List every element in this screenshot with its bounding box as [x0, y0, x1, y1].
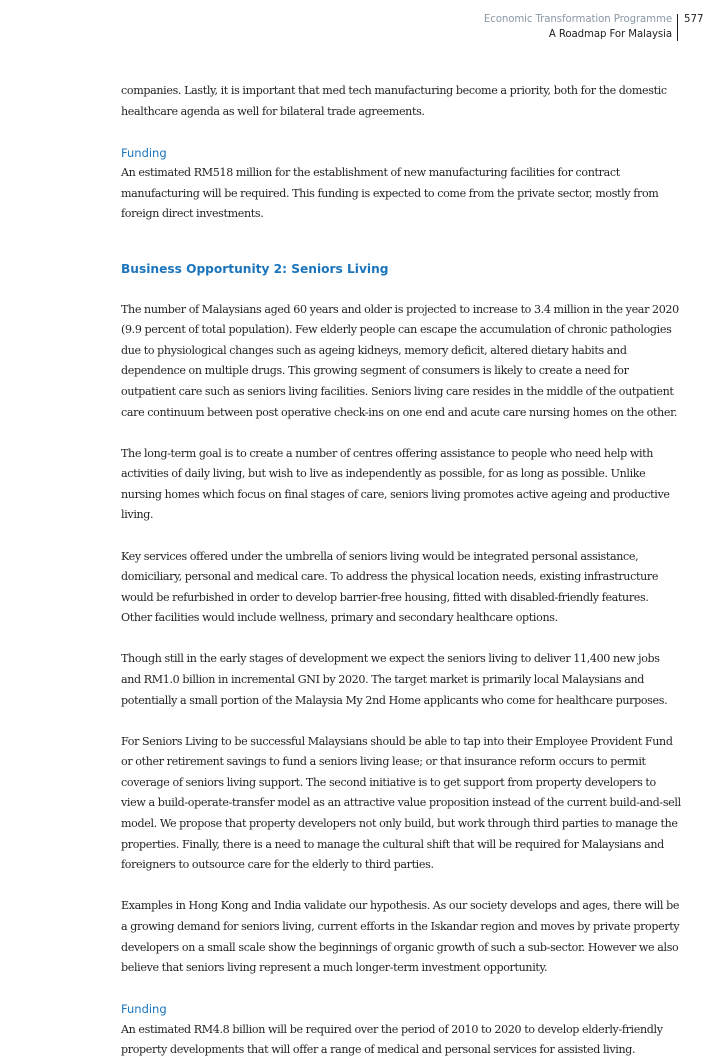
intro-paragraph: companies. Lastly, it is important that med tech manufacturing become a priority, both for the domestic healthcare agenda as well for bilateral trade agreements. — [121, 84, 667, 118]
body-paragraph: The number of Malaysians aged 60 years and older is projected to increase to 3.4 million in the year 2020 (9.9 percent of total population). Few elderly people can escape the accumulation of chronic pathologies due to physiological changes such as ageing kidneys, memory deficit, altered dietary habits and dependence on multiple drugs. This growing segment of consumers is likely to create a need for outpatient care such as seniors living facilities. Seniors living care resides in the middle of the outpatient care continuum between post operative check-ins on one end and acute care nursing homes on the other. — [121, 302, 679, 419]
body-paragraph: Key services offered under the umbrella of seniors living would be integrated personal assistance, domiciliary, personal and medical care. To address the physical location needs, existing infrastructure would be refurbished in order to develop barrier-free housing, fitted with disabled-friendly features. Other facilities would include wellness, primary and secondary healthcare options. — [121, 549, 659, 625]
funding-heading: Funding — [121, 1002, 167, 1017]
header-divider — [677, 14, 678, 41]
funding-heading: Funding — [121, 145, 167, 160]
body-paragraph: Examples in Hong Kong and India validate our hypothesis. As our society develops and ages, there will be a growing demand for seniors living, current efforts in the Iskandar region and moves by private property developers on a small scale show the beginnings of organic growth of such a sub-sector. However we also believe that seniors living represent a much longer-term investment opportunity. — [121, 899, 680, 975]
funding-paragraph: An estimated RM518 million for the establishment of new manufacturing facilities for contract manufacturing will be required. This funding is expected to come from the private sector, mostly from foreign direct investments. — [121, 166, 659, 221]
page-header — [484, 12, 672, 42]
funding-paragraph: An estimated RM4.8 billion will be required over the period of 2010 to 2020 to develop elderly-friendly property developments that will offer a range of medical and personal services for assisted living. — [121, 1022, 663, 1057]
publication-subtitle: A Roadmap For Malaysia — [548, 29, 672, 40]
body-paragraph: Though still in the early stages of development we expect the seniors living to deliver 11,400 new jobs and RM1.0 billion in incremental GNI by 2020. The target market is primarily local Malaysians and potentially a small portion of the Malaysia My 2nd Home applicants who come for healthcare purposes. — [121, 652, 668, 707]
publication-title: Economic Transformation Programme — [483, 14, 672, 25]
body-paragraph: The long-term goal is to create a number of centres offering assistance to people who need help with activities of daily living, but wish to live as independently as possible, for as long as possible. Unlike nursing homes which focus on final stages of care, seniors living promotes active ageing and productive living. — [121, 446, 670, 522]
document-body — [121, 81, 681, 1061]
page-number: 577 — [684, 14, 704, 25]
body-paragraph: For Seniors Living to be successful Malaysians should be able to tap into their Employee Provident Fund or other retirement savings to fund a seniors living lease; or that insurance reform occurs to permit coverage of seniors living support. The second initiative is to get support from property developers to view a build-operate-transfer model as an attractive value proposition instead of the current build-and-sell model. We propose that property developers not only build, but work through third parties to manage the properties. Finally, there is a need to manage the cultural shift that will be required for Malaysians and foreigners to outsource care for the elderly to third parties. — [121, 734, 681, 872]
section-heading: Business Opportunity 2: Seniors Living — [121, 262, 389, 277]
